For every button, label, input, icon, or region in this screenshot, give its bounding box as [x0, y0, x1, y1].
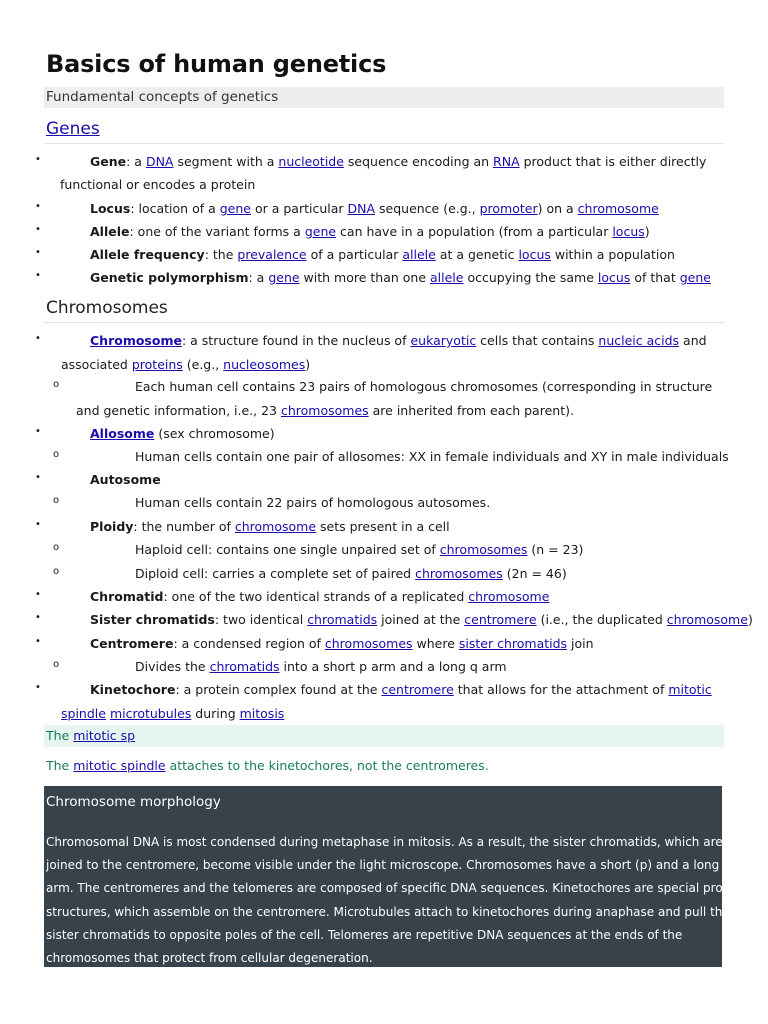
link-gene[interactable]: gene	[219, 201, 251, 216]
link-prevalence[interactable]: prevalence	[237, 247, 307, 262]
morphology-line: arm. The centromeres and the telomeres are composed of specific DNA sequences. Kinetochores are special protein	[46, 881, 746, 895]
morphology-line: Chromosomal DNA is most condensed during metaphase in mitosis. As a result, the sister chromatids, which are	[46, 835, 723, 849]
link-chromosome[interactable]: chromosome	[666, 612, 748, 627]
section-heading-chromosomes: Chromosomes	[44, 298, 724, 323]
section-heading-genes	[44, 119, 724, 144]
list-item-locus: Locus: location of a gene or a particular DNA sequence (e.g., promoter) on a chromosome	[90, 201, 659, 216]
bullet-icon: •	[35, 682, 41, 693]
sub-item-autosomes: Human cells contain 22 pairs of homologous autosomes.	[135, 495, 491, 510]
link-allele[interactable]: allele	[430, 270, 464, 285]
link-promoter[interactable]: promoter	[479, 201, 538, 216]
partial-callout: The mitotic sp	[44, 725, 724, 747]
sub-item-diploid: Diploid cell: carries a complete set of paired chromosomes (2n = 46)	[135, 566, 567, 581]
bullet-icon: •	[35, 154, 41, 165]
circle-bullet-icon: o	[53, 659, 60, 670]
link-chromosomes[interactable]: chromosomes	[280, 403, 369, 418]
list-item-chromatid: Chromatid: one of the two identical strands of a replicated chromosome	[90, 589, 550, 604]
morphology-line: chromosomes that protect from cellular degeneration.	[46, 951, 373, 965]
list-item-allele: Allele: one of the variant forms a gene can have in a population (from a particular locus)	[90, 224, 650, 239]
morphology-line: sister chromatids to opposite poles of the cell. Telomeres are repetitive DNA sequences at the ends of the	[46, 928, 683, 942]
bullet-icon: •	[35, 426, 41, 437]
circle-bullet-icon: o	[53, 566, 60, 577]
bullet-icon: •	[35, 201, 41, 212]
link-chromosome-term[interactable]: Chromosome	[90, 333, 182, 348]
list-item-gene: Gene: a DNA segment with a nucleotide sequence encoding an RNA product that is either directly	[90, 154, 707, 169]
circle-bullet-icon: o	[53, 495, 60, 506]
list-item-genetic-polymorphism: Genetic polymorphism: a gene with more than one allele occupying the same locus of that gene	[90, 270, 711, 285]
link-gene[interactable]: gene	[268, 270, 300, 285]
link-eukaryotic[interactable]: eukaryotic	[410, 333, 477, 348]
morphology-line: joined to the centromere, become visible under the light microscope. Chromosomes have a short (p) and a long (q)	[46, 858, 741, 872]
link-mitotic[interactable]: mitotic	[668, 682, 712, 697]
bullet-icon: •	[35, 636, 41, 647]
list-item-ploidy: Ploidy: the number of chromosome sets present in a cell	[90, 519, 450, 534]
sub-item-divides: Divides the chromatids into a short p arm and a long q arm	[135, 659, 507, 674]
list-item-kinetochore-cont: spindle microtubules during mitosis	[61, 706, 285, 721]
link-locus[interactable]: locus	[597, 270, 631, 285]
bullet-icon: •	[35, 612, 41, 623]
morphology-line: structures, which assemble on the centromere. Microtubules attach to kinetochores during anaphase and pull the	[46, 905, 730, 919]
link-centromere[interactable]: centromere	[381, 682, 454, 697]
link-chromosomes[interactable]: chromosomes	[324, 636, 413, 651]
bullet-icon: •	[35, 247, 41, 258]
list-item-allosome: Allosome (sex chromosome)	[90, 426, 275, 441]
link-chromosome[interactable]: chromosome	[577, 201, 659, 216]
link-nucleosomes[interactable]: nucleosomes	[223, 357, 306, 372]
list-item-kinetochore: Kinetochore: a protein complex found at the centromere that allows for the attachment of mitotic	[90, 682, 712, 697]
link-chromosome[interactable]: chromosome	[234, 519, 317, 534]
link-chromosome[interactable]: chromosome	[468, 589, 550, 604]
sub-item-homologous: Each human cell contains 23 pairs of homologous chromosomes (corresponding in structure	[135, 379, 713, 394]
link-mitotic-sp[interactable]: mitotic sp	[73, 728, 136, 743]
link-nucleic-acids[interactable]: nucleic acids	[598, 333, 680, 348]
link-spindle[interactable]: spindle	[61, 706, 106, 721]
morphology-title: Chromosome morphology	[46, 794, 221, 810]
link-locus[interactable]: locus	[612, 224, 645, 239]
bullet-icon: •	[35, 589, 41, 600]
link-sister-chromatids[interactable]: sister chromatids	[458, 636, 568, 651]
link-dna[interactable]: DNA	[145, 154, 174, 169]
full-callout: The mitotic spindle attaches to the kinetochores, not the centromeres.	[46, 758, 489, 773]
list-item-sister-chromatids: Sister chromatids: two identical chromatids joined at the centromere (i.e., the duplicated chromosome)	[90, 612, 753, 627]
link-locus[interactable]: locus	[518, 247, 551, 262]
list-item-gene-cont: functional or encodes a protein	[60, 177, 256, 192]
link-microtubules[interactable]: microtubules	[109, 706, 192, 721]
link-centromere[interactable]: centromere	[464, 612, 537, 627]
bullet-icon: •	[35, 519, 41, 530]
link-rna[interactable]: RNA	[493, 154, 520, 169]
bullet-icon: •	[35, 472, 41, 483]
list-item-centromere: Centromere: a condensed region of chromosomes where sister chromatids join	[90, 636, 594, 651]
link-allele[interactable]: allele	[402, 247, 436, 262]
page-subtitle: Fundamental concepts of genetics	[44, 87, 724, 108]
bullet-icon: •	[35, 224, 41, 235]
link-gene[interactable]: gene	[679, 270, 711, 285]
link-nucleotide[interactable]: nucleotide	[278, 154, 344, 169]
link-chromosomes[interactable]: chromosomes	[439, 542, 528, 557]
list-item-chromosome: Chromosome: a structure found in the nucleus of eukaryotic cells that contains nucleic acids and	[90, 333, 707, 348]
link-chromatids[interactable]: chromatids	[209, 659, 280, 674]
link-mitosis[interactable]: mitosis	[239, 706, 285, 721]
link-chromosomes[interactable]: chromosomes	[415, 566, 503, 581]
sub-item-allosomes: Human cells contain one pair of allosomes: XX in female individuals and XY in male individuals	[135, 449, 729, 464]
chromosome-morphology-box	[44, 786, 746, 967]
circle-bullet-icon: o	[53, 379, 60, 390]
list-item-chromosome-cont: associated proteins (e.g., nucleosomes)	[61, 357, 311, 372]
bullet-icon: •	[35, 270, 41, 281]
sub-item-homologous-cont: and genetic information, i.e., 23 chromosomes are inherited from each parent).	[76, 403, 574, 418]
link-proteins[interactable]: proteins	[131, 357, 183, 372]
link-chromatids[interactable]: chromatids	[307, 612, 378, 627]
circle-bullet-icon: o	[53, 449, 60, 460]
sub-item-haploid: Haploid cell: contains one single unpaired set of chromosomes (n = 23)	[135, 542, 584, 557]
link-gene[interactable]: gene	[304, 224, 337, 239]
link-allosome[interactable]: Allosome	[90, 426, 155, 441]
circle-bullet-icon: o	[53, 542, 60, 553]
link-mitotic-spindle[interactable]: mitotic spindle	[73, 758, 166, 773]
list-item-allele-frequency: Allele frequency: the prevalence of a particular allele at a genetic locus within a population	[90, 247, 675, 262]
page-title: Basics of human genetics	[46, 50, 387, 78]
list-item-autosome: Autosome	[90, 472, 161, 487]
link-dna[interactable]: DNA	[347, 201, 376, 216]
bullet-icon: •	[35, 333, 41, 344]
genes-heading-link[interactable]: Genes	[46, 119, 100, 139]
